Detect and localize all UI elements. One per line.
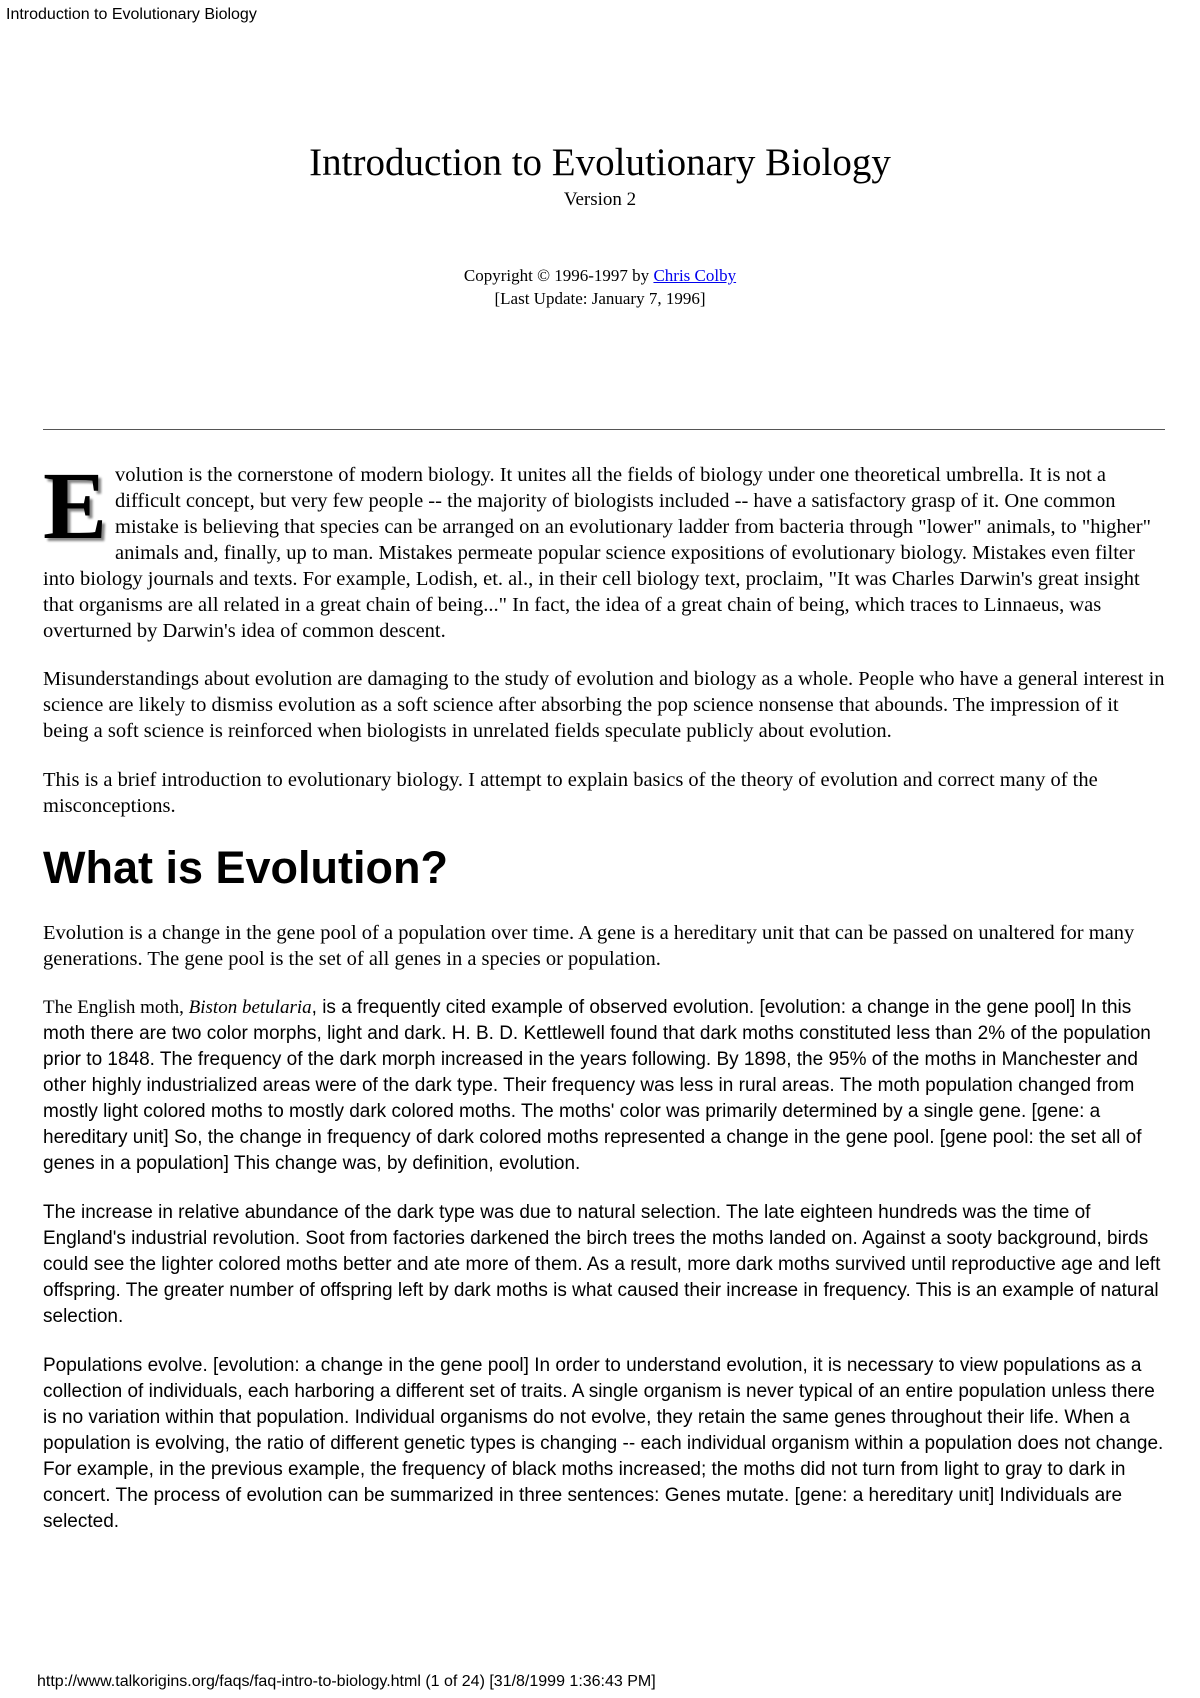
intro-paragraph-1-text: volution is the cornerstone of modern biology. It unites all the fields of biology under one theoretical umbrella. It is not a difficult concept, but very few people -- the majority of biologists included -- have a satisfactory grasp of it. One common mistake is believing that species can be arranged on an evolutionary ladder from bacteria through "lower" animals, to "higher" animals and, finally, up to man. Mistakes permeate popular science expositions of evolutionary biology. Mistakes even filter into biology journals and texts. For example, Lodish, et. al., in their cell biology text, proclaim, "It was Charles Darwin's great insight that organisms are all related in a great chain of being..." In fact, the idea of a great chain of being, which traces to Linnaeus, was overturned by Darwin's idea of common descent. bbox=[43, 464, 1151, 642]
copyright-text: Copyright © 1996-1997 by bbox=[463, 266, 654, 285]
copyright-line bbox=[0, 264, 1200, 287]
section-paragraph-2-lead: The English moth, bbox=[43, 997, 189, 1018]
copyright-block bbox=[0, 264, 1200, 310]
page-title: Introduction to Evolutionary Biology bbox=[309, 141, 891, 184]
running-header: Introduction to Evolutionary Biology bbox=[6, 6, 257, 23]
drop-cap: E bbox=[43, 452, 108, 559]
main-content bbox=[43, 452, 1167, 1558]
title-block bbox=[0, 140, 1200, 310]
version-label: Version 2 bbox=[563, 189, 637, 210]
intro-paragraph-2: Misunderstandings about evolution are damaging to the study of evolution and biology as a whole. People who have a general interest in science are likely to dismiss evolution as a soft science after absorbing the pop science nonsense that abounds. The impression of it being a soft science is reinforced when biologists in unrelated fields speculate publicly about evolution. bbox=[43, 668, 1165, 742]
horizontal-rule bbox=[43, 429, 1165, 430]
section-paragraph-2-text: , is a frequently cited example of observed evolution. [evolution: a change in the gene pool] In this moth there are two color morphs, light and dark. H. B. D. Kettlewell found that dark moths constituted less than 2% of the population prior to 1848. The frequency of the dark morph increased in the years following. By 1898, the 95% of the moths in Manchester and other highly industrialized areas were of the dark type. Their frequency was less in rural areas. The moth population changed from mostly light colored moths to mostly dark colored moths. The moths' color was primarily determined by a single gene. [gene: a hereditary unit] So, the change in frequency of dark colored moths represented a change in the gene pool. [gene pool: the set all of genes in a population] This change was, by definition, evolution. bbox=[43, 997, 1151, 1174]
intro-paragraph-1 bbox=[43, 452, 1167, 644]
last-update: [Last Update: January 7, 1996] bbox=[494, 289, 706, 308]
running-footer: http://www.talkorigins.org/faqs/faq-intro-to-biology.html (1 of 24) [31/8/1999 1:36:43 PM] bbox=[37, 1673, 656, 1690]
section-paragraph-3: The increase in relative abundance of the dark type was due to natural selection. The late eighteen hundreds was the time of England's industrial revolution. Soot from factories darkened the birch trees the moths landed on. Against a sooty background, birds could see the lighter colored moths better and ate more of them. As a result, more dark moths survived until reproductive age and left offspring. The greater number of offspring left by dark moths is what caused their increase in frequency. This is an example of natural selection. bbox=[43, 1202, 1161, 1327]
section-paragraph-2 bbox=[43, 995, 1167, 1177]
section-paragraph-1: Evolution is a change in the gene pool of a population over time. A gene is a hereditary unit that can be passed on unaltered for many generations. The gene pool is the set of all genes in a species or population. bbox=[43, 922, 1135, 970]
intro-paragraph-3: This is a brief introduction to evolutionary biology. I attempt to explain basics of the theory of evolution and correct many of the misconceptions. bbox=[43, 769, 1098, 817]
section-paragraph-4: Populations evolve. [evolution: a change in the gene pool] In order to understand evolution, it is necessary to view populations as a collection of individuals, each harboring a different set of traits. A single organism is never typical of an entire population unless there is no variation within that population. Individual organisms do not evolve, they retain the same genes throughout their life. When a population is evolving, the ratio of different genetic types is changing -- each individual organism within a population does not change. For example, in the previous example, the frequency of black moths increased; the moths did not turn from light to gray to dark in concert. The process of evolution can be summarized in three sentences: Genes mutate. [gene: a hereditary unit] Individuals are selected. bbox=[43, 1355, 1164, 1532]
author-link[interactable]: Chris Colby bbox=[653, 266, 737, 285]
section-heading: What is Evolution? bbox=[43, 842, 448, 893]
species-name: Biston betularia bbox=[188, 997, 312, 1018]
